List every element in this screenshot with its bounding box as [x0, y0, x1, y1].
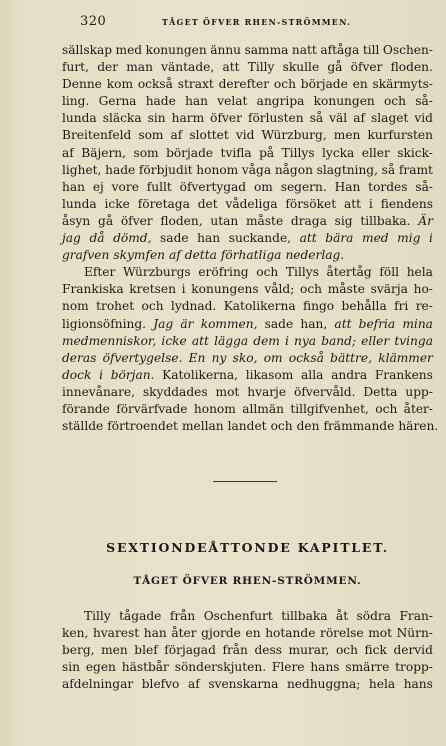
text-line: han ej vore fullt öfvertygad om segern. Han tordes så-	[62, 179, 433, 194]
text-line: ken, hvarest han åter gjorde en hotande rörelse mot Nürn-	[62, 626, 433, 641]
section-divider	[213, 481, 277, 482]
body-text-top	[62, 42, 439, 435]
text-line: lunda släcka sin harm öfver förlusten så väl af slaget vid	[62, 111, 433, 126]
text-line: medmenniskor, icke att lägga dem i nya band; eller tvinga	[62, 333, 433, 348]
text-line: sin egen hästbår sönderskjuten. Flere hans smärre tropp-	[62, 660, 433, 675]
text-line: deras öfvertygelse. En ny sko, om också bättre, klämmer	[62, 350, 433, 365]
text-line: innevånare, skyddades mot hvarje öfvervåld. Detta upp-	[62, 384, 433, 399]
text-line: åsyn gå öfver floden, utan måste draga sig tillbaka. Är	[62, 213, 433, 228]
paragraph	[62, 264, 439, 435]
text-line: furt, der man väntade, att Tilly skulle gå öfver floden.	[62, 60, 433, 75]
page-header	[60, 14, 430, 30]
text-line: Efter Würzburgs eröfring och Tillys återtåg föll hela	[84, 265, 433, 280]
body-text-bottom	[62, 608, 433, 693]
text-line: af Bäjern, som började tvifla på Tillys lycka eller skick-	[62, 145, 433, 160]
chapter-title: SEXTIONDEÅTTONDE KAPITLET.	[106, 540, 389, 555]
text-line: ställde förtroendet mellan landet och den främmande hären.	[62, 419, 439, 434]
running-head: TÅGET ÖFVER RHEN-STRÖMMEN.	[162, 17, 352, 27]
text-line: grafven skymfen af detta förhatliga nederlag.	[62, 248, 345, 263]
text-line: afdelningar blefvo af svenskarna nedhuggna; hela hans	[62, 677, 433, 692]
text-line: sällskap med konungen ännu samma natt aftåga till Oschen-	[62, 43, 433, 57]
text-line: jag då dömd, sade han suckande, att bära med mig i	[62, 231, 433, 246]
text-line: berg, men blef förjagad från dess murar, och fick dervid	[62, 643, 433, 658]
text-line: ling. Gerna hade han velat angripa konungen och så-	[62, 94, 433, 109]
text-line: dock i början. Katolikerna, likasom alla andra Frankens	[62, 367, 433, 382]
text-line: Frankiska kretsen i konungens våld; och måste svärja ho-	[62, 282, 433, 297]
text-line: Tilly tågade från Oschenfurt tillbaka åt södra Fran-	[84, 609, 433, 623]
text-line: Breitenfeld som af slottet vid Würzburg, men kurfursten	[62, 128, 433, 143]
text-line: Denne kom också straxt derefter och började en skärmyts-	[62, 77, 433, 92]
paragraph	[62, 42, 433, 264]
chapter-subtitle: TÅGET ÖFVER RHEN-STRÖMMEN.	[133, 575, 362, 587]
text-line: ligionsöfning. Jag är kommen, sade han, att befria mina	[62, 316, 433, 331]
text-line: lunda icke företaga det vådeliga försöket att i fiendens	[62, 196, 433, 211]
text-line: nom trohet och lydnad. Katolikerna fingo behålla fri re-	[62, 299, 433, 314]
text-line: förande förvärfvade honom allmän tillgifvenhet, och åter-	[62, 401, 433, 416]
paragraph	[62, 608, 433, 693]
page-number: 320	[80, 14, 107, 29]
text-line: lighet, hade förbjudit honom våga någon slagtning, så framt	[62, 162, 433, 177]
